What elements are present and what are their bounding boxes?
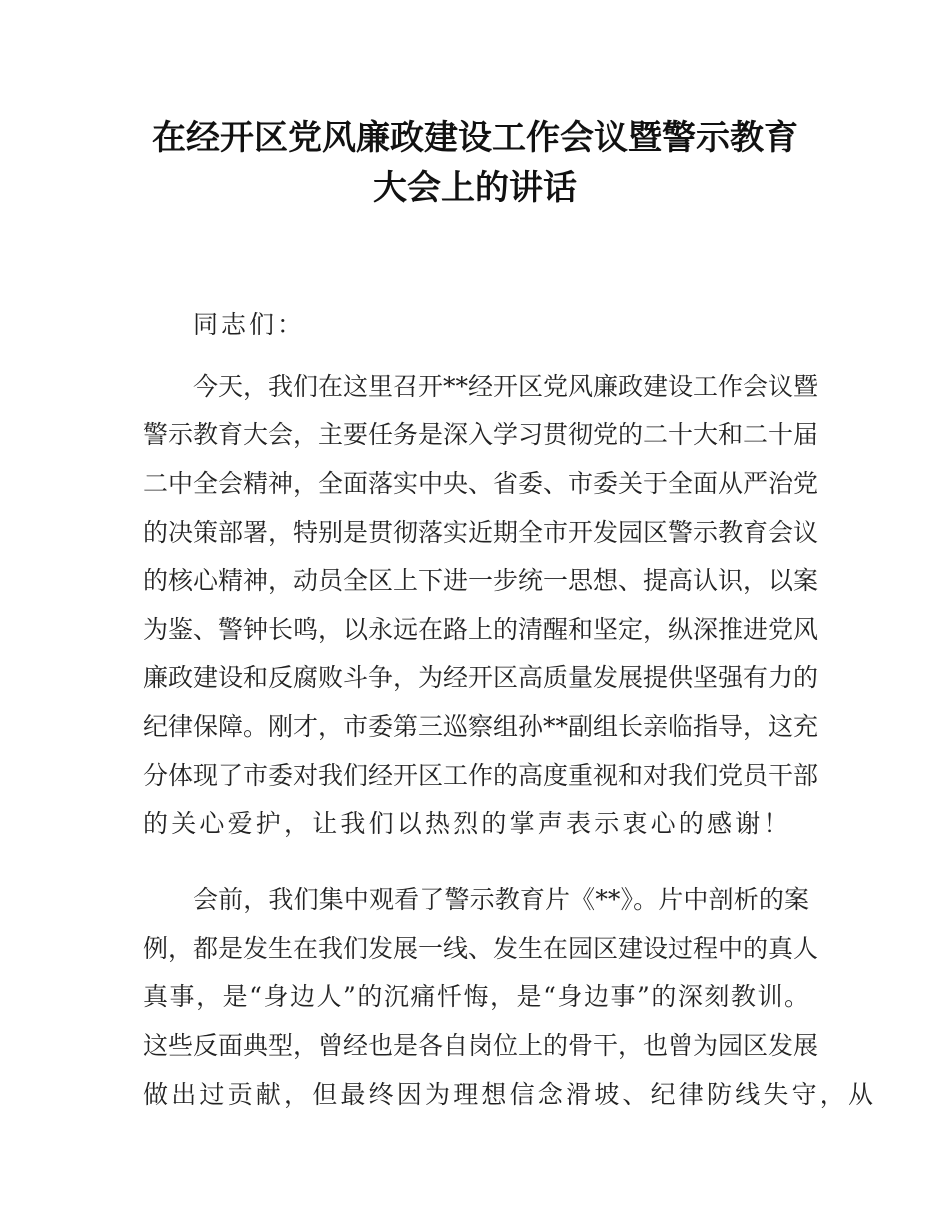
document-title-line-1: 在经开区党风廉政建设工作会议暨警示教育 — [152, 118, 798, 158]
paragraph-line: 做出过贡献，但最终因为理想信念滑坡、纪律防线失守，从 — [143, 1080, 877, 1109]
paragraph-line: 这些反面典型，曾经也是各自岗位上的骨干，也曾为园区发展 — [143, 1031, 819, 1060]
paragraph-line: 为鉴、警钟长鸣，以永远在路上的清醒和坚定，纵深推进党风 — [143, 615, 819, 644]
paragraph-line: 廉政建设和反腐败斗争，为经开区高质量发展提供坚强有力的 — [143, 663, 819, 692]
paragraph-line: 的核心精神，动员全区上下进一步统一思想、提高认识，以案 — [143, 566, 819, 595]
paragraph-line: 分体现了市委对我们经开区工作的高度重视和对我们党员干部 — [143, 761, 819, 790]
document-title-line-2: 大会上的讲话 — [373, 168, 577, 208]
paragraph-line: 的关心爱护，让我们以热烈的掌声表示衷心的感谢！ — [143, 809, 792, 838]
paragraph-line: 的决策部署，特别是贯彻落实近期全市开发园区警示教育会议 — [143, 518, 819, 547]
paragraph-line: 二中全会精神，全面落实中央、省委、市委关于全面从严治党 — [143, 469, 819, 498]
paragraph-line: 例，都是发生在我们发展一线、发生在园区建设过程中的真人 — [143, 934, 819, 963]
paragraph-line: 今天，我们在这里召开**经开区党风廉政建设工作会议暨 — [193, 372, 819, 401]
paragraph-line: 会前，我们集中观看了警示教育片《**》。片中剖析的案 — [193, 885, 809, 914]
paragraph-line: 纪律保障。刚才，市委第三巡察组孙**副组长亲临指导，这充 — [143, 712, 819, 741]
salutation: 同志们： — [193, 310, 306, 339]
paragraph-line: 警示教育大会，主要任务是深入学习贯彻党的二十大和二十届 — [143, 420, 819, 449]
paragraph-line: 真事，是“身边人”的沉痛忏悔，是“身边事”的深刻教训。 — [143, 982, 809, 1011]
